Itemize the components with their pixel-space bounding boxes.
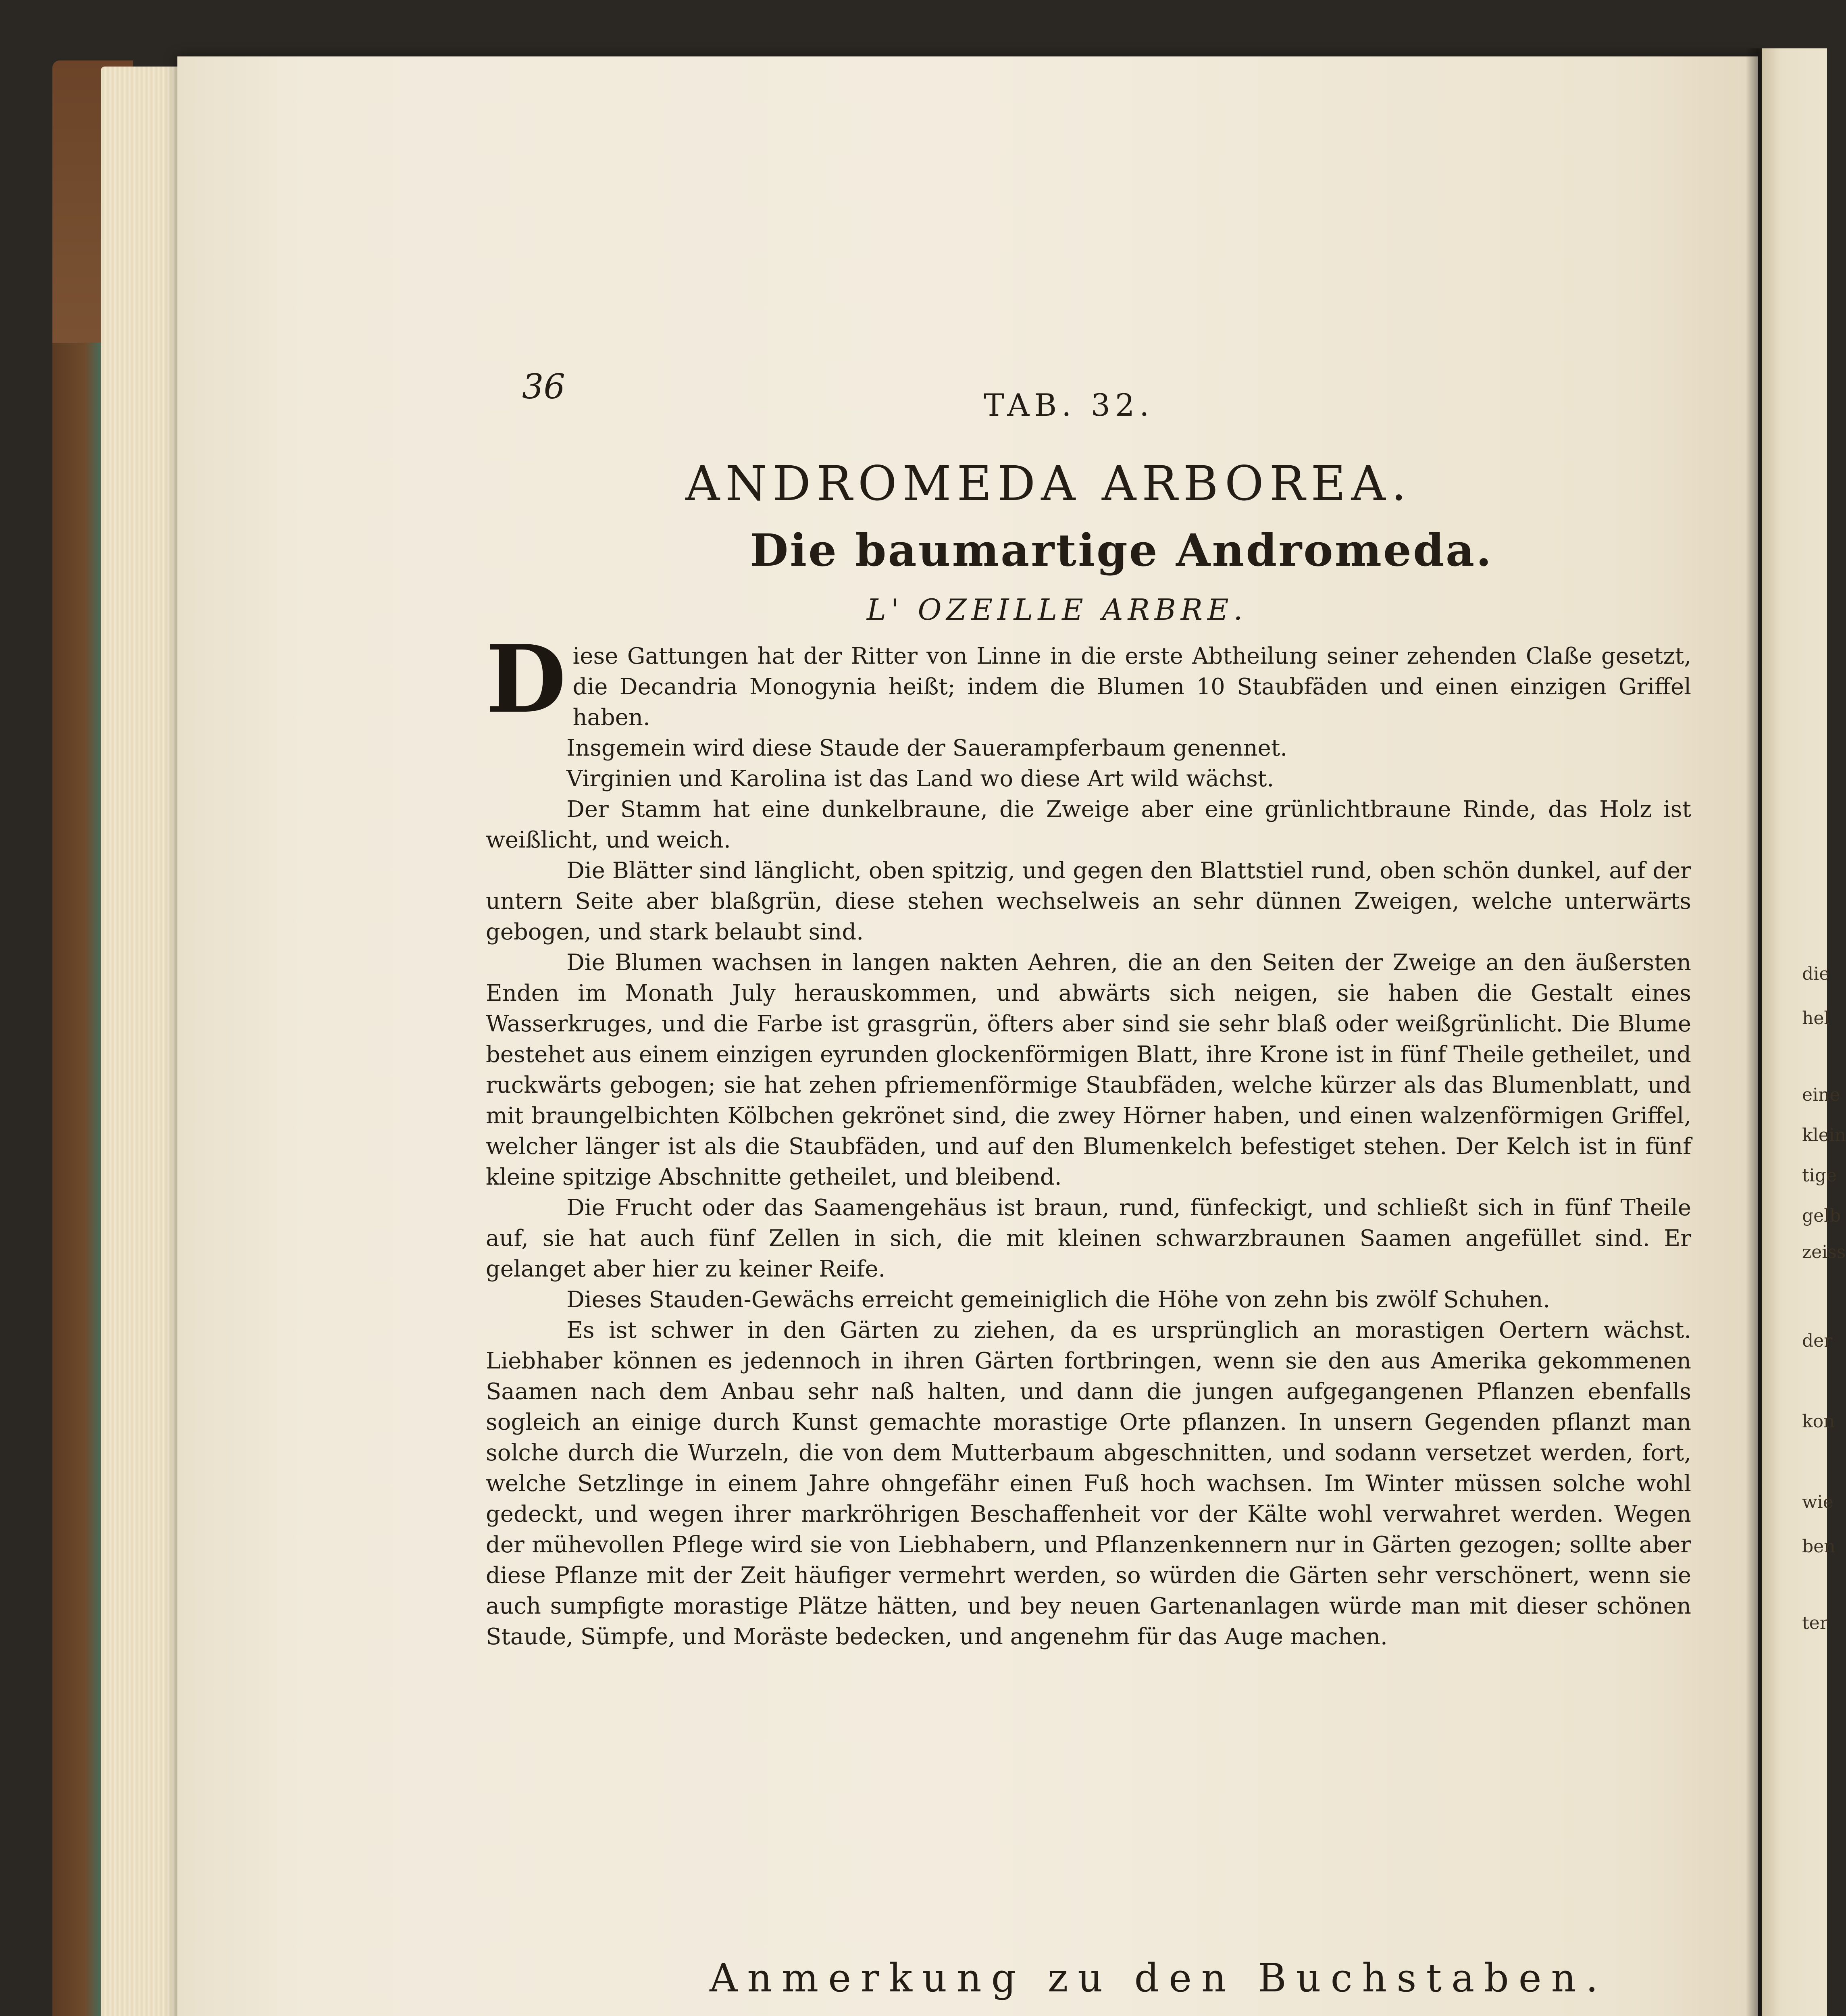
next-page-word: ben — [1802, 1536, 1836, 1557]
body-text — [486, 625, 1691, 1652]
paragraph: Die Frucht oder das Saamengehäus ist braun, rund, fünfeckigt, und schließt sich in fünf Theile auf, sie hat auch fünf Zellen in sich, die mit kleinen schwarzbraunen Saamen angefüllet sind. Er gelanget aber hier zu keiner Reife. — [486, 1195, 1691, 1282]
notes-heading: Anmerkung zu den Buchstaben. — [710, 1956, 1608, 2001]
paragraph — [486, 625, 1691, 734]
next-page-word: tige — [1802, 1165, 1837, 1186]
next-page-word: hel — [1802, 1008, 1830, 1029]
page-number: 36 — [522, 367, 565, 406]
paragraph: Es ist schwer in den Gärten zu ziehen, da es ursprünglich an morastigen Oertern wächst. Liebhaber können es jedennoch in ihren Gärten fortbringen, wenn sie den aus Amerika gekommenen Saamen nach dem Anbau sehr naß halten, und dann die jungen aufgegangenen Pflanzen ebenfalls sogleich an einige durch Kunst gemachte morastige Orte pflanzen. In unsern Gegenden pflanzt man solche durch die Wurzeln, die von dem Mutterbaum abgeschnitten, und sodann versetzet werden, fort, welche Setzlinge in einem Jahre ohngefähr einen Fuß hoch wachsen. Im Winter müssen solche wohl gedeckt, und wegen ihrer markröhrigen Beschaffenheit vor der Kälte wohl verwahret werden. Wegen der mühevollen Pflege wird sie von Liebhabern, und Pflanzenkennern nur in Gärten gezogen; sollte aber diese Pflanze mit der Zeit häufiger vermehrt werden, so würden die Gärten sehr verschönert, wenn sie auch sumpfigte morastige Plätze hätten, und bey neuen Gartenanlagen würde man mit dieser schönen Staude, Sümpfe, und Moräste bedecken, und angenehm für das Auge machen. — [486, 1317, 1691, 1650]
paragraph: Die Blumen wachsen in langen nakten Aehren, die an den Seiten der Zweige an den äußersten Enden im Monath July herauskommen, und abwärts sich neigen, sie haben die Gestalt eines Wasserkruges, und die Farbe ist grasgrün, öfters aber sind sie sehr blaß oder weißgrünlicht. Die Blume bestehet aus einem einzigen eyrunden glockenförmigen Blatt, ihre Krone ist in fünf Theile getheilet, und ruckwärts gebogen; sie hat zehen pfriemenförmige Staubfäden, welche kürzer als das Blumenblatt, und mit braungelbichten Kölbchen gekrönet sind, die zwey Hörner haben, und einen walzenförmigen Griffel, welcher länger ist als die Staubfäden, und auf den Blumenkelch befestiget stehen. Der Kelch ist in fünf kleine spitzige Abschnitte getheilet, und bleibend. — [486, 950, 1691, 1190]
next-page-word: eine — [1802, 1085, 1840, 1105]
paragraph: Insgemein wird diese Staude der Sauerampferbaum genennet. — [566, 735, 1288, 761]
next-page-word: klein — [1802, 1125, 1846, 1145]
next-page-word: der — [1802, 1331, 1833, 1351]
paragraph: Dieses Stauden-Gewächs erreicht gemeiniglich die Höhe von zehn bis zwölf Schuhen. — [566, 1287, 1550, 1313]
paragraph-text: iese Gattungen hat der Ritter von Linne in die erste Abtheilung seiner zehenden Claße gesetzt, die Decandria Monogynia heißt; indem die Blumen 10 Staubfäden und einen einzigen Griffel haben. — [572, 643, 1691, 731]
next-page-edge — [1762, 48, 1830, 2016]
next-page-word: wie — [1802, 1492, 1834, 1512]
latin-title: ANDROMEDA ARBOREA. — [685, 456, 1412, 511]
next-page-word: kon — [1802, 1411, 1835, 1432]
plate-label: TAB. 32. — [984, 387, 1154, 423]
drop-cap: D — [486, 625, 566, 734]
next-page-word: ter — [1802, 1613, 1828, 1633]
paragraph: Virginien und Karolina ist das Land wo diese Art wild wächst. — [566, 766, 1274, 792]
next-page-word: zeiss — [1802, 1242, 1846, 1262]
next-page-word: die — [1802, 964, 1830, 984]
german-title: Die baumartige Andromeda. — [750, 524, 1493, 576]
french-title: L' OZEILLE ARBRE. — [867, 593, 1248, 627]
next-page-word: gelb — [1802, 1206, 1841, 1226]
paragraph: Die Blätter sind länglicht, oben spitzig, und gegen den Blattstiel rund, oben schön dunkel, auf der untern Seite aber blaßgrün, diese stehen wechselweis an sehr dünnen Zweigen, welche unterwärts gebogen, und stark belaubt sind. — [486, 858, 1691, 945]
paragraph: Der Stamm hat eine dunkelbraune, die Zweige aber eine grünlichtbraune Rinde, das Holz ist weißlicht, und weich. — [486, 796, 1691, 853]
